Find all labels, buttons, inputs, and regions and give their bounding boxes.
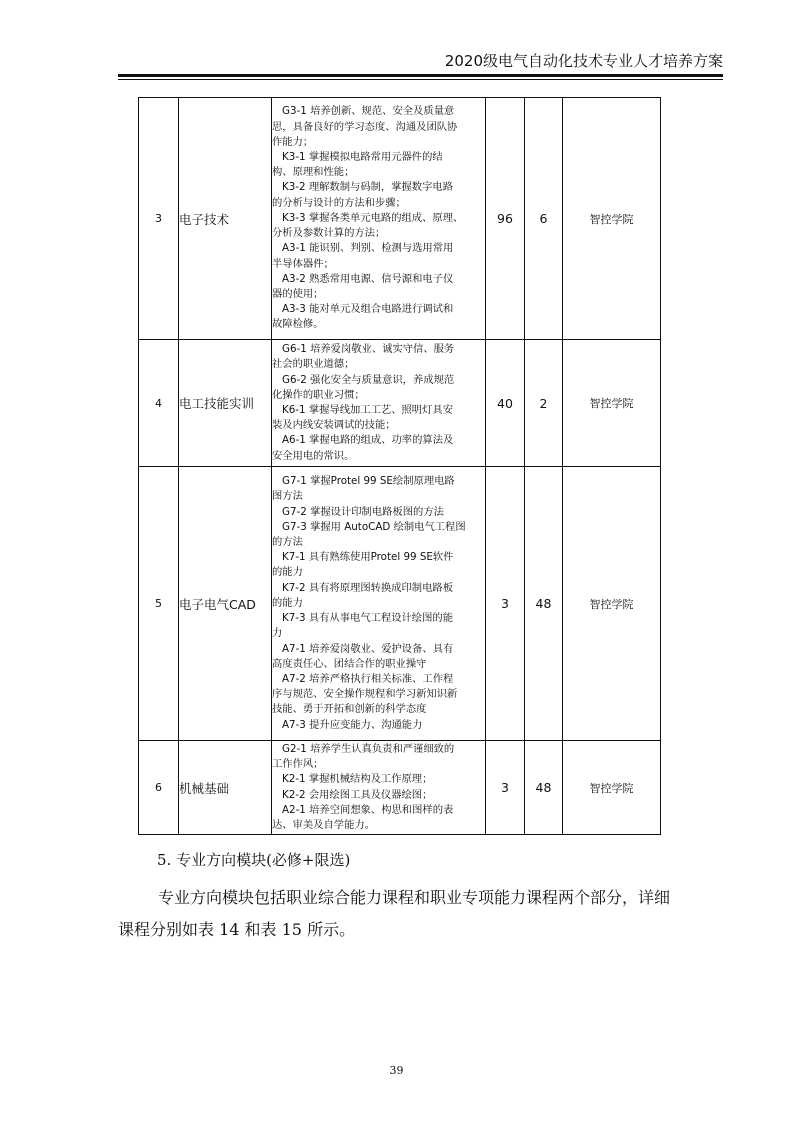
objective-line: 力 [272,627,283,640]
objective-line: 故障检修。 [272,318,324,331]
objective-line: 装及内线安装调试的技能； [272,419,396,432]
objective-line: 安全用电的常识。 [272,449,355,462]
objective-line: 器的使用； [272,287,324,300]
objective-line: 构、原理和性能； [272,166,355,179]
objective-line: K3-3 掌握各类单元电路的组成、原理、 [282,211,464,224]
course-objectives [272,467,486,741]
table-row [139,98,661,340]
course-number: 3 [139,98,179,340]
objective-line: 社会的职业道德； [272,358,355,371]
course-credit: 2 [525,340,563,467]
course-objectives [272,340,486,467]
course-hours: 3 [486,741,525,835]
course-number: 4 [139,340,179,467]
objective-line: K7-1 具有熟练使用Protel 99 SE软件 [282,551,454,564]
course-credit: 48 [525,741,563,835]
course-table [138,97,661,835]
objective-line: G2-1 培养学生认真负责和严谨细致的 [282,742,455,755]
header-rule-thin [118,79,723,80]
objective-line: G7-3 掌握用 AutoCAD 绘制电气工程图 [282,520,466,533]
table-row [139,741,661,835]
objective-line: G6-2 强化安全与质量意识，养成规范 [282,373,455,386]
objective-line: 思，具备良好的学习态度、沟通及团队协 [272,120,458,133]
page-number: 39 [389,1064,404,1077]
objective-line: K2-2 会用绘图工具及仪器绘图； [282,788,433,801]
objective-line: A3-2 熟悉常用电源、信号源和电子仪 [282,272,454,285]
course-name: 机械基础 [179,741,272,835]
objective-line: K3-2 理解数制与码制，掌握数字电路 [282,181,453,194]
section-paragraph: 专业方向模块包括职业综合能力课程和职业专项能力课程两个部分，详细课程分别如表 14 和表 15 所示。 [118,888,671,939]
objective-line: 半导体器件； [272,257,334,270]
course-department: 智控学院 [563,741,661,835]
objective-line: A7-1 培养爱岗敬业、爱护设备、具有 [282,642,454,655]
objective-line: 达、审美及自学能力。 [272,818,375,831]
course-hours: 40 [486,340,525,467]
course-name: 电子技术 [179,98,272,340]
course-department: 智控学院 [563,98,661,340]
table-row [139,340,661,467]
objective-line: G7-1 掌握Protel 99 SE绘制原理电路 [282,475,455,488]
objective-line: A7-3 提升应变能力、沟通能力 [282,718,423,731]
objective-line: 工作作风； [272,758,324,771]
objective-line: K2-1 掌握机械结构及工作原理； [282,773,433,786]
course-hours: 96 [486,98,525,340]
course-objectives [272,98,486,340]
objective-line: G3-1 培养创新、规范、安全及质量意 [282,105,455,118]
objective-line: K7-2 具有将原理图转换成印制电路板 [282,581,453,594]
objective-line: 序与规范、安全操作规程和学习新知识新 [272,688,458,701]
objective-line: G7-2 掌握设计印制电路板图的方法 [282,505,444,518]
objective-line: 高度责任心、团结合作的职业操守 [272,657,427,670]
objective-line: G6-1 培养爱岗敬业、诚实守信、服务 [282,343,455,356]
course-hours: 3 [486,467,525,741]
objective-line: 作能力； [272,135,314,148]
objective-line: 化操作的职业习惯； [272,388,365,401]
table-row [139,467,661,741]
objective-line: A7-2 培养严格执行相关标准、工作程 [282,672,454,685]
course-department: 智控学院 [563,467,661,741]
header-title: 2020级电气自动化技术专业人才培养方案 [444,52,723,70]
objective-line: A2-1 培养空间想象、构思和图样的表 [282,803,454,816]
course-credit: 48 [525,467,563,741]
objective-line: 的能力 [272,596,303,609]
objective-line: 的分析与设计的方法和步骤； [272,196,406,209]
course-number: 5 [139,467,179,741]
objective-line: 的能力 [272,566,303,579]
objective-line: K6-1 掌握导线加工工艺、照明灯具安 [282,404,453,416]
objective-line: K7-3 具有从事电气工程设计绘图的能 [282,612,453,625]
objective-line: A3-1 能识别、判别、检测与选用常用 [282,242,454,255]
objective-line: 图方法 [272,490,303,503]
objective-line: A6-1 掌握电路的组成、功率的算法及 [282,434,454,447]
course-name: 电工技能实训 [179,340,272,467]
course-department: 智控学院 [563,340,661,467]
objective-line: 的方法 [272,536,303,549]
course-objectives [272,741,486,835]
objective-line: 技能、勇于开拓和创新的科学态度 [272,703,427,716]
course-credit: 6 [525,98,563,340]
course-number: 6 [139,741,179,835]
objective-line: K3-1 掌握模拟电路常用元器件的结 [282,151,443,164]
objective-line: A3-3 能对单元及组合电路进行调试和 [282,303,454,316]
course-name: 电子电气CAD [179,467,272,741]
header-rule-thick [118,74,723,77]
objective-line: 分析及参数计算的方法； [272,227,386,240]
section-heading: 5. 专业方向模块(必修+限选) [157,851,351,869]
